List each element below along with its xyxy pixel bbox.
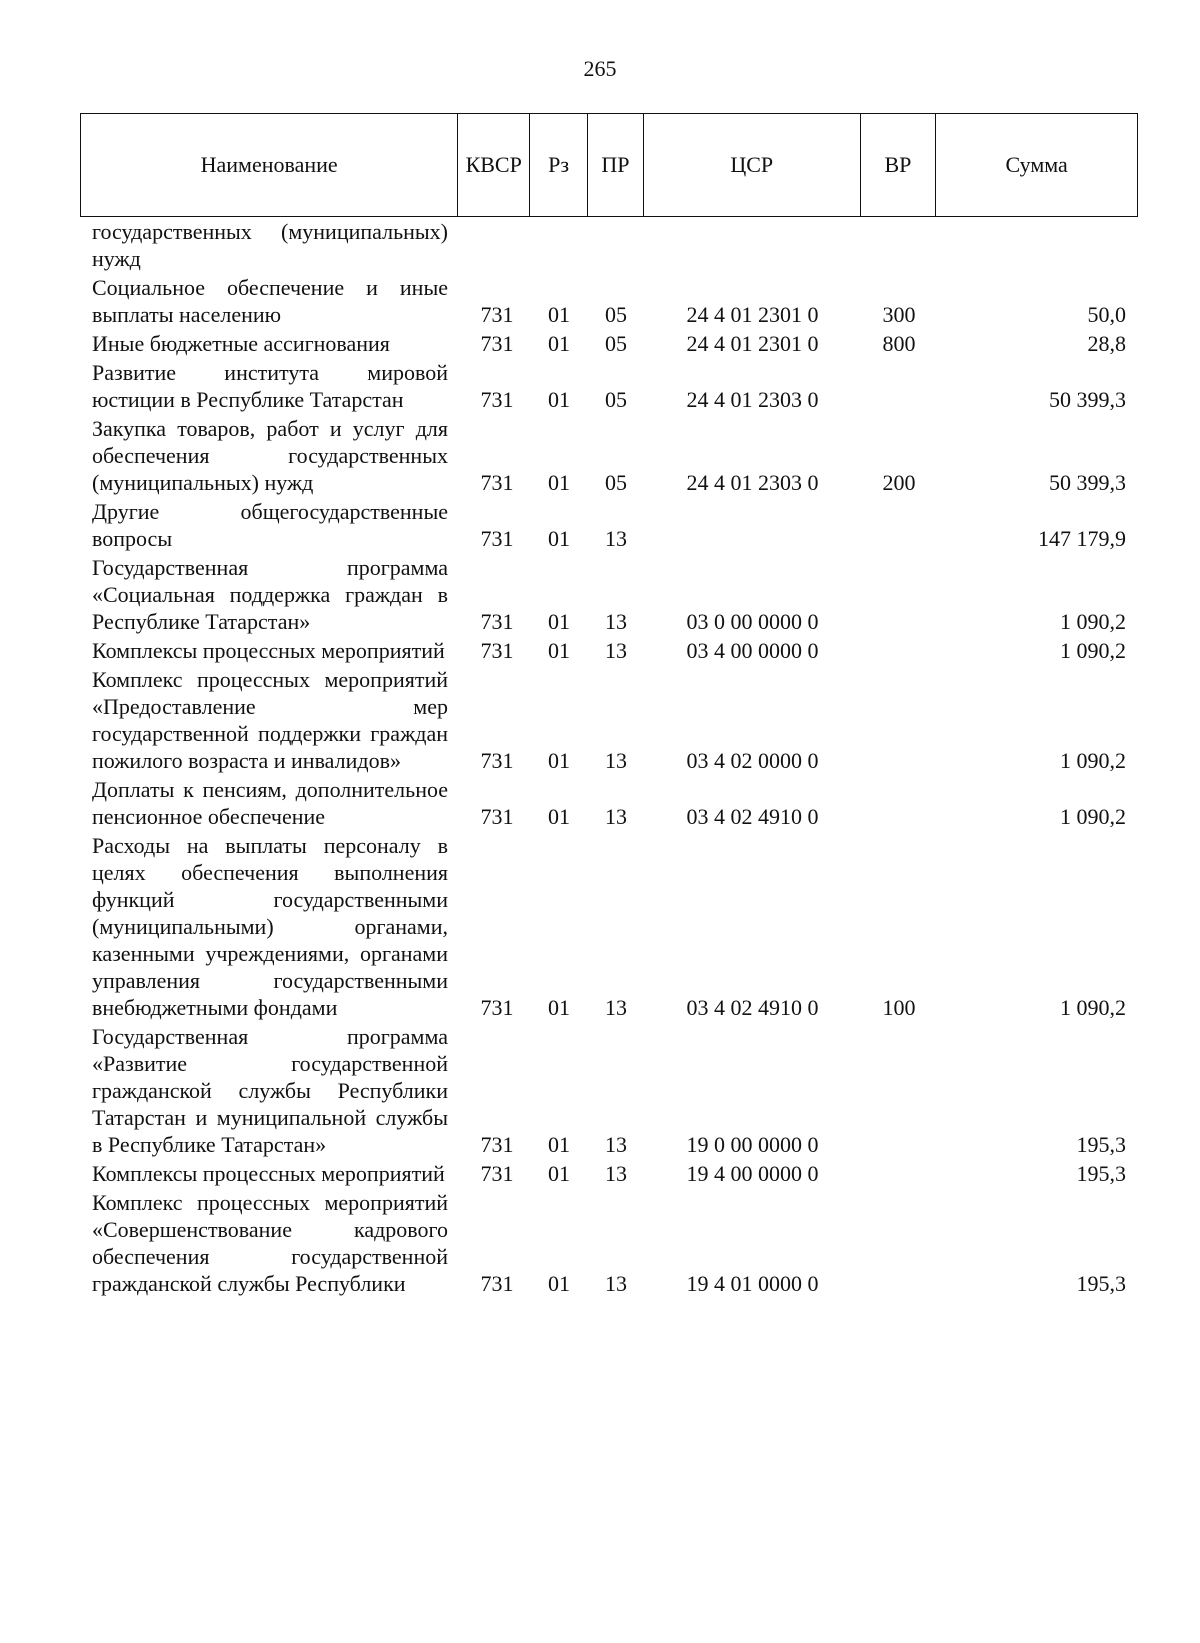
row-rz: 01 [548, 331, 570, 356]
row-sum: 147 179,9 [1038, 526, 1126, 551]
row-pr: 13 [605, 748, 627, 773]
row-sum: 1 090,2 [1060, 748, 1126, 773]
row-rz: 01 [548, 526, 570, 551]
table-row [80, 359, 1138, 413]
row-kvsr: 731 [480, 748, 514, 773]
row-kvsr: 731 [480, 638, 514, 663]
row-csr: 03 4 02 4910 0 [686, 995, 819, 1020]
row-vr: 800 [882, 331, 916, 356]
row-name: Иные бюджетные ассигнования [92, 331, 390, 356]
table-row [80, 330, 1138, 357]
row-name: Государственная программа «Развитие государственной гражданской службы Республики Татарстан и муниципальной службы в Республике Татарстан» [92, 1024, 448, 1157]
row-name: Комплексы процессных мероприятий [92, 1161, 445, 1186]
row-name: Закупка товаров, работ и услуг для обеспечения государственных (муниципальных) нужд [92, 416, 448, 495]
table-row [80, 666, 1138, 774]
table-row [80, 218, 1138, 272]
row-kvsr: 731 [480, 1271, 514, 1296]
table-row [80, 832, 1138, 1021]
row-csr: 24 4 01 2303 0 [686, 387, 819, 412]
row-sum: 50 399,3 [1049, 387, 1126, 412]
table-row [80, 274, 1138, 328]
row-rz: 01 [548, 638, 570, 663]
row-pr: 13 [605, 609, 627, 634]
row-csr: 24 4 01 2301 0 [686, 331, 819, 356]
row-kvsr: 731 [480, 1161, 514, 1186]
row-name: Государственная программа «Социальная поддержка граждан в Республике Татарстан» [92, 555, 448, 634]
row-rz: 01 [548, 748, 570, 773]
header-pr: ПР [588, 114, 644, 216]
row-name: Расходы на выплаты персоналу в целях обеспечения выполнения функций государственными (муниципальными) органами, казенными учреждениями, органами управления государственными внебюджетными фондами [92, 833, 448, 1020]
row-sum: 28,8 [1087, 331, 1126, 356]
header-rz: Рз [530, 114, 588, 216]
table-row [80, 554, 1138, 635]
table-row [80, 637, 1138, 664]
row-sum: 195,3 [1076, 1271, 1126, 1296]
row-csr: 19 4 00 0000 0 [686, 1161, 819, 1186]
row-name: Комплексы процессных мероприятий [92, 638, 445, 663]
row-sum: 195,3 [1076, 1132, 1126, 1157]
row-kvsr: 731 [480, 387, 514, 412]
row-pr: 13 [605, 995, 627, 1020]
row-pr: 13 [605, 1161, 627, 1186]
row-sum: 50 399,3 [1049, 470, 1126, 495]
row-vr: 300 [882, 302, 916, 327]
row-name: Социальное обеспечение и иные выплаты населению [92, 275, 448, 327]
row-sum: 1 090,2 [1060, 804, 1126, 829]
table-row [80, 1160, 1138, 1187]
row-sum: 1 090,2 [1060, 609, 1126, 634]
row-kvsr: 731 [480, 995, 514, 1020]
row-pr: 13 [605, 1271, 627, 1296]
row-name: государственных (муниципальных) нужд [92, 219, 448, 271]
row-rz: 01 [548, 995, 570, 1020]
table-row [80, 1189, 1138, 1297]
row-rz: 01 [548, 302, 570, 327]
table-body [80, 218, 1138, 1299]
row-sum: 50,0 [1087, 302, 1126, 327]
table-row [80, 1023, 1138, 1158]
row-kvsr: 731 [480, 331, 514, 356]
page-number: 265 [583, 56, 617, 81]
row-kvsr: 731 [480, 526, 514, 551]
table-row [80, 498, 1138, 552]
row-name: Доплаты к пенсиям, дополнительное пенсионное обеспечение [92, 777, 448, 829]
row-vr: 200 [882, 470, 916, 495]
row-pr: 05 [605, 387, 627, 412]
row-pr: 05 [605, 331, 627, 356]
table-header [80, 113, 1138, 217]
row-kvsr: 731 [480, 609, 514, 634]
row-rz: 01 [548, 1161, 570, 1186]
row-sum: 195,3 [1076, 1161, 1126, 1186]
row-vr: 100 [882, 995, 916, 1020]
row-pr: 13 [605, 638, 627, 663]
header-sum: Сумма [1005, 152, 1068, 177]
row-pr: 13 [605, 804, 627, 829]
row-pr: 05 [605, 302, 627, 327]
row-csr: 19 0 00 0000 0 [686, 1132, 819, 1157]
row-name: Комплекс процессных мероприятий «Предоставление мер государственной поддержки граждан пожилого возраста и инвалидов» [92, 667, 448, 773]
row-kvsr: 731 [480, 302, 514, 327]
row-csr: 19 4 01 0000 0 [686, 1271, 819, 1296]
table-row [80, 776, 1138, 830]
row-rz: 01 [548, 1132, 570, 1157]
row-name: Развитие института мировой юстиции в Республике Татарстан [92, 360, 448, 412]
row-csr: 03 0 00 0000 0 [686, 609, 819, 634]
row-rz: 01 [548, 387, 570, 412]
row-rz: 01 [548, 1271, 570, 1296]
row-csr: 24 4 01 2301 0 [686, 302, 819, 327]
header-vr: ВР [861, 114, 937, 216]
table-row [80, 415, 1138, 496]
row-sum: 1 090,2 [1060, 638, 1126, 663]
header-csr: ЦСР [644, 114, 861, 216]
row-pr: 05 [605, 470, 627, 495]
row-csr: 03 4 02 4910 0 [686, 804, 819, 829]
row-rz: 01 [548, 609, 570, 634]
row-name: Комплекс процессных мероприятий «Совершенствование кадрового обеспечения государственной гражданской службы Республики [92, 1190, 448, 1296]
header-name: Наименование [81, 114, 458, 216]
row-kvsr: 731 [480, 470, 514, 495]
header-kvsr: КВСР [458, 114, 530, 216]
row-sum: 1 090,2 [1060, 995, 1126, 1020]
row-name: Другие общегосударственные вопросы [92, 499, 448, 551]
row-pr: 13 [605, 1132, 627, 1157]
row-kvsr: 731 [480, 804, 514, 829]
row-csr: 24 4 01 2303 0 [686, 470, 819, 495]
row-kvsr: 731 [480, 1132, 514, 1157]
row-rz: 01 [548, 804, 570, 829]
row-csr: 03 4 00 0000 0 [686, 638, 819, 663]
row-csr: 03 4 02 0000 0 [686, 748, 819, 773]
row-pr: 13 [605, 526, 627, 551]
row-rz: 01 [548, 470, 570, 495]
